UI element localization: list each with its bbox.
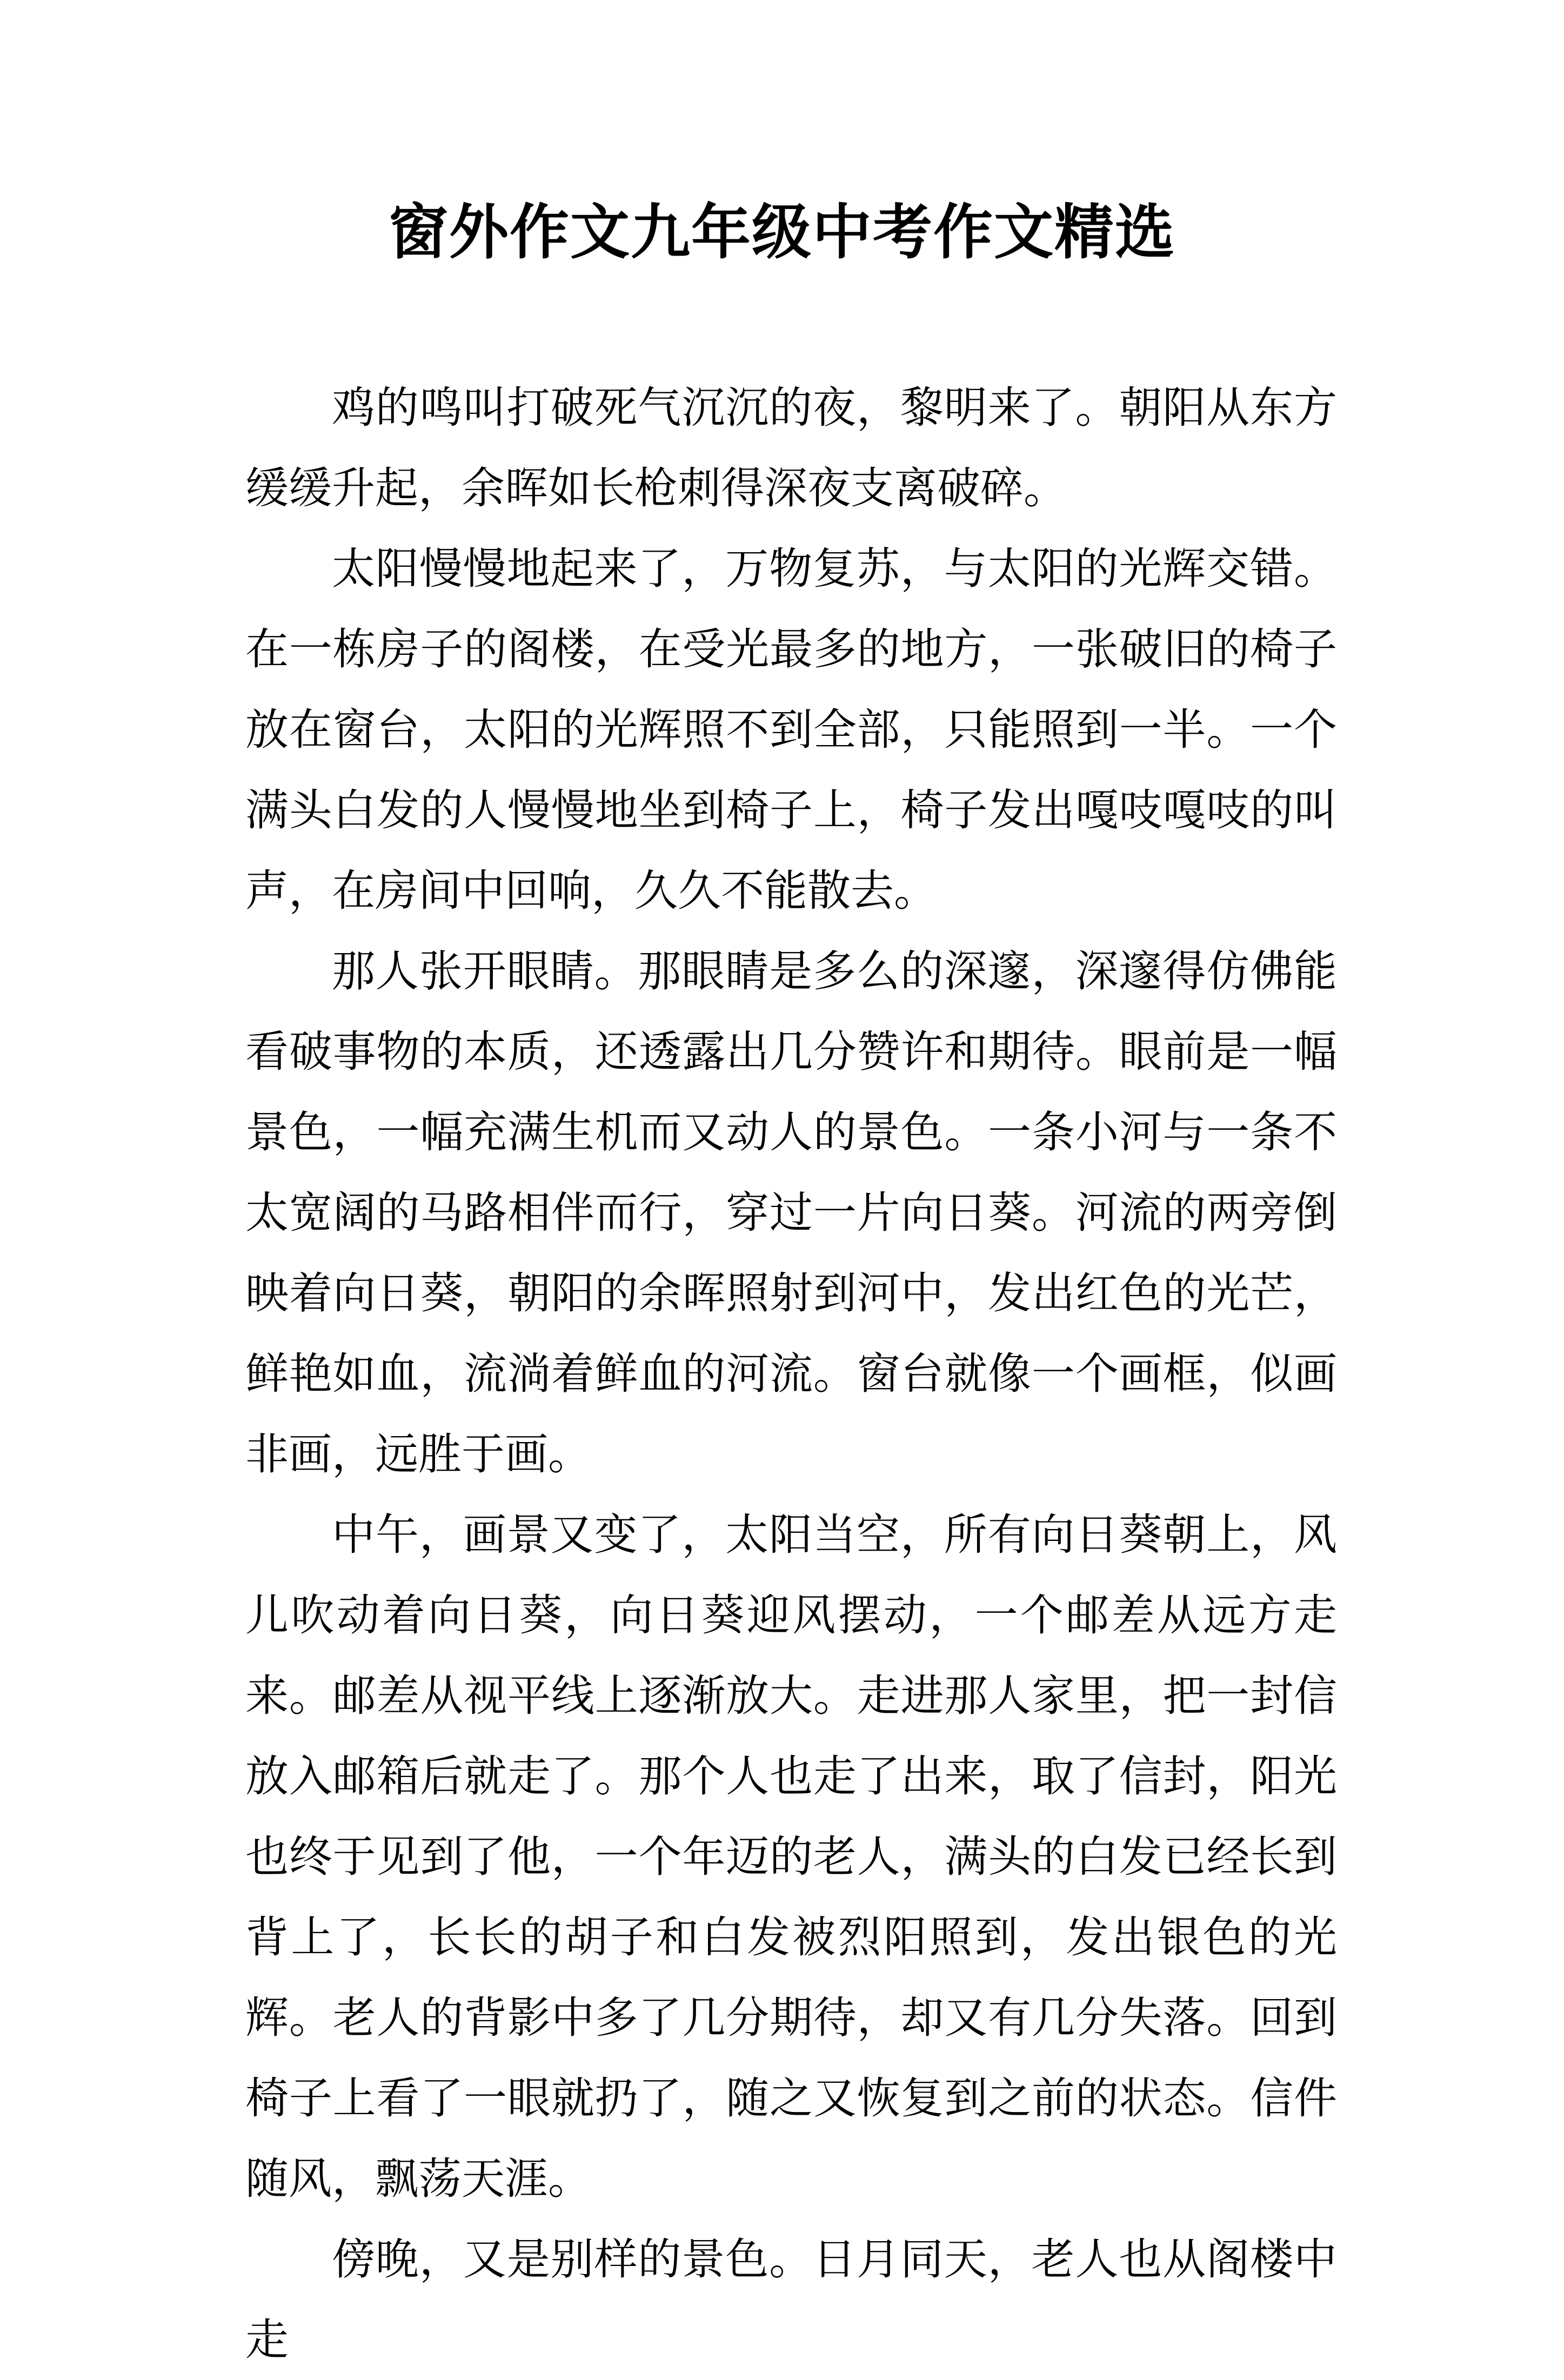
paragraph-5: 傍晚，又是别样的景色。日月同天，老人也从阁楼中走 [245,2234,1337,2365]
paragraph-1: 鸡的鸣叫打破死气沉沉的夜，黎明来了。朝阳从东方缓缓升起，余晖如长枪刺得深夜支离破碎。 [245,383,1337,513]
page-title: 窗外作文九年级中考作文精选 [389,197,1175,267]
paragraph-2: 太阳慢慢地起来了，万物复苏，与太阳的光辉交错。在一栋房子的阁楼，在受光最多的地方，一张破旧的椅子放在窗台，太阳的光辉照不到全部，只能照到一半。一个满头白发的人慢慢地坐到椅子上，椅子发出嘎吱嘎吱的叫声，在房间中回响，久久不能散去。 [245,544,1337,916]
essay-body [245,367,1337,2380]
paragraph-4: 中午，画景又变了，太阳当空，所有向日葵朝上，风儿吹动着向日葵，向日葵迎风摆动，一个邮差从远方走来。邮差从视平线上逐渐放大。走进那人家里，把一封信放入邮箱后就走了。那个人也走了出来，取了信封，阳光也终于见到了他，一个年迈的老人，满头的白发已经长到背上了，长长的胡子和白发被烈阳照到，发出银色的光辉。老人的背影中多了几分期待，却又有几分失落。回到椅子上看了一眼就扔了，随之又恢复到之前的状态。信件随风，飘荡天涯。 [245,1510,1337,2204]
paragraph-3: 那人张开眼睛。那眼睛是多么的深邃，深邃得仿佛能看破事物的本质，还透露出几分赞许和期待。眼前是一幅景色，一幅充满生机而又动人的景色。一条小河与一条不太宽阔的马路相伴而行，穿过一片向日葵。河流的两旁倒映着向日葵，朝阳的余晖照射到河中，发出红色的光芒，鲜艳如血，流淌着鲜血的河流。窗台就像一个画框，似画非画，远胜于画。 [245,946,1337,1479]
